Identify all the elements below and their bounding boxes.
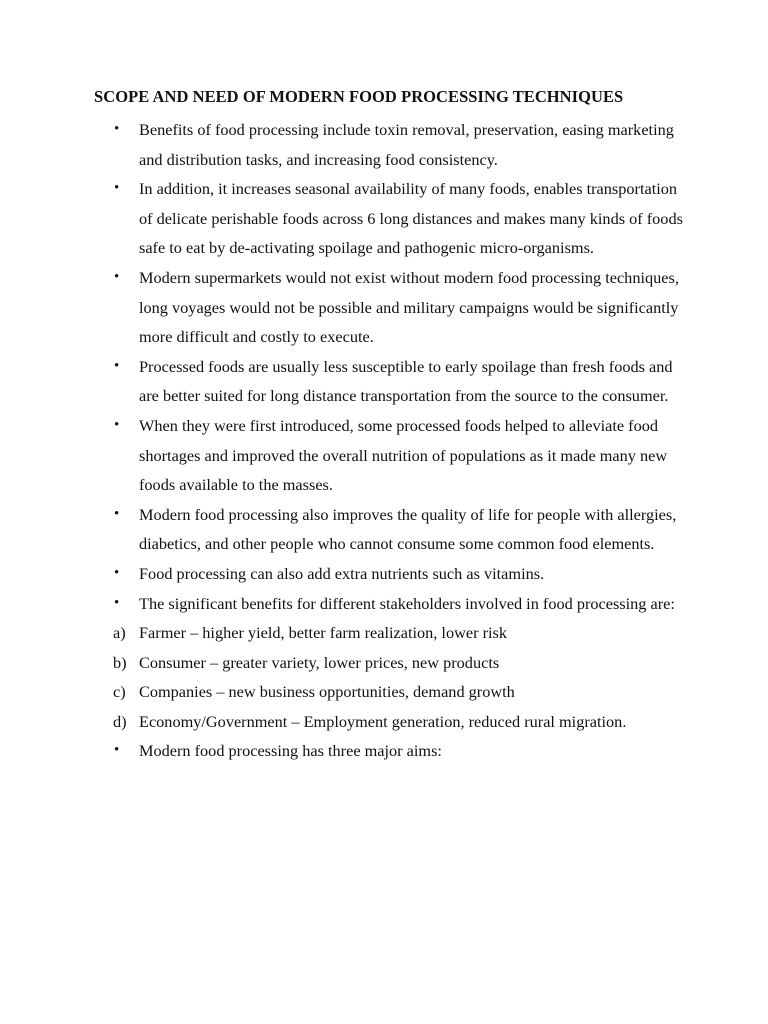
list-item-text: The significant benefits for different stakeholders involved in food processing are: — [139, 593, 675, 613]
letter-marker: d) — [113, 711, 127, 731]
list-item — [113, 589, 693, 619]
list-item-text: Modern food processing also improves the quality of life for people with allergies, diabetics, and other people who cannot consume some common food elements. — [139, 504, 677, 554]
bullet-marker: • — [114, 594, 120, 611]
bullet-marker: • — [114, 416, 120, 433]
lettered-item — [113, 648, 693, 678]
lettered-item — [113, 677, 693, 707]
lettered-item — [113, 707, 693, 737]
letter-marker: b) — [113, 652, 127, 672]
bullet-marker: • — [114, 742, 120, 759]
list-item-text: In addition, it increases seasonal availability of many foods, enables transportation of delicate perishable foods across 6 long distances and makes many kinds of foods safe to eat by de-activating spoilage and pathogenic micro-organisms. — [139, 179, 683, 258]
list-item — [113, 352, 693, 411]
bullet-marker: • — [114, 121, 120, 137]
list-item — [113, 736, 693, 766]
list-item — [113, 411, 693, 500]
bullet-marker: • — [114, 505, 120, 522]
list-item-text: Food processing can also add extra nutrients such as vitamins. — [139, 563, 545, 583]
list-item — [113, 115, 693, 174]
list-item — [113, 263, 693, 352]
list-item-text: Modern food processing has three major aims: — [139, 741, 442, 761]
bullet-marker: • — [114, 357, 120, 374]
bullet-marker: • — [114, 268, 120, 285]
letter-marker: a) — [113, 623, 126, 643]
list-item — [113, 500, 693, 559]
list-item-text: Processed foods are usually less susceptible to early spoilage than fresh foods and are better suited for long distance transportation from the source to the consumer. — [139, 356, 673, 406]
letter-marker: c) — [113, 682, 126, 702]
list-item — [113, 174, 693, 263]
list-item — [113, 559, 693, 589]
document-body — [113, 115, 693, 766]
document-title: SCOPE AND NEED OF MODERN FOOD PROCESSING TECHNIQUES — [94, 87, 624, 106]
lettered-item — [113, 618, 693, 648]
lettered-item-text: Consumer – greater variety, lower prices, new products — [139, 652, 500, 672]
lettered-item-text: Companies – new business opportunities, demand growth — [139, 682, 515, 702]
lettered-item-text: Economy/Government – Employment generation, reduced rural migration. — [139, 711, 627, 731]
list-item-text: When they were first introduced, some processed foods helped to alleviate food shortages and improved the overall nutrition of populations as it made many new foods available to the masses. — [139, 415, 668, 495]
bullet-marker: • — [114, 180, 120, 197]
list-item-text: Modern supermarkets would not exist without modern food processing techniques, long voyages would not be possible and military campaigns would be significantly more difficult and costly to execute. — [139, 267, 679, 347]
list-item-text: Benefits of food processing include toxin removal, preservation, easing marketing and distribution tasks, and increasing food consistency. — [139, 120, 674, 169]
bullet-marker: • — [114, 564, 120, 581]
lettered-item-text: Farmer – higher yield, better farm realization, lower risk — [139, 623, 507, 643]
